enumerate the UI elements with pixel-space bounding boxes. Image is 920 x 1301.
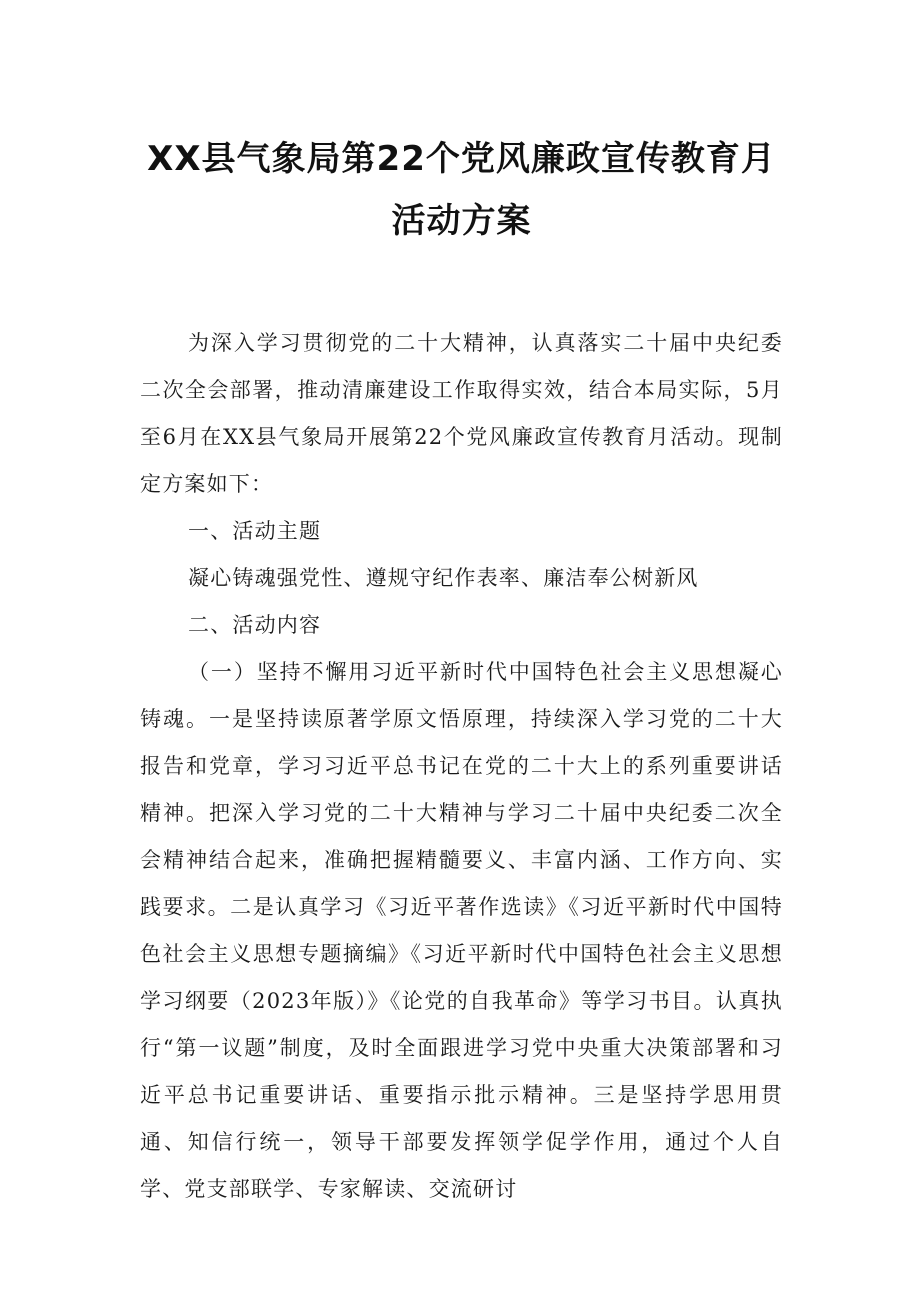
content-paragraph-1: （一）坚持不懈用习近平新时代中国特色社会主义思想凝心铸魂。一是坚持读原著学原文悟原理，持续深入学习党的二十大报告和党章，学习习近平总书记在党的二十大上的系列重要讲话精神。把深入学习党的二十大精神与学习二十届中央纪委二次全会精神结合起来，准确把握精髓要义、丰富内涵、工作方向、实践要求。二是认真学习《习近平著作选读》《习近平新时代中国特色社会主义思想专题摘编》《习近平新时代中国特色社会主义思想学习纲要（2023年版）》《论党的自我革命》等学习书目。认真执行“第一议题”制度，及时全面跟进学习党中央重大决策部署和习近平总书记重要讲话、重要指示批示精神。三是坚持学思用贯通、知信行统一，领导干部要发挥领学促学作用，通过个人自学、党支部联学、专家解读、交流研讨 [140, 660, 783, 1201]
intro-paragraph: 为深入学习贯彻党的二十大精神，认真落实二十届中央纪委二次全会部署，推动清廉建设工作取得实效，结合本局实际，5月至6月在XX县气象局开展第22个党风廉政宣传教育月活动。现制定方案如下： [140, 331, 783, 496]
title-line-1: XX县气象局第22个党风廉政宣传教育月 [147, 139, 776, 179]
document-title [140, 0, 783, 252]
title-line-2: 活动方案 [391, 201, 532, 241]
section-heading-content: 二、活动内容 [188, 613, 322, 637]
section-heading-theme: 一、活动主题 [188, 519, 322, 543]
document-body [140, 320, 783, 1213]
theme-text: 凝心铸魂强党性、遵规守纪作表率、廉洁奉公树新风 [188, 566, 699, 590]
